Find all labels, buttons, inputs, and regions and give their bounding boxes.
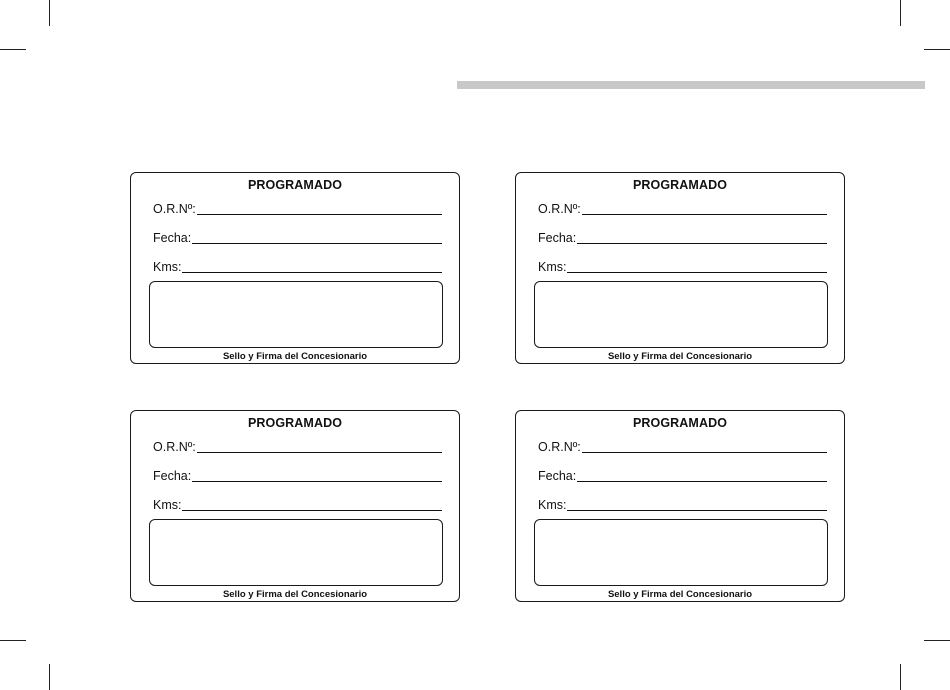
date-label: Fecha: xyxy=(538,469,577,483)
date-line xyxy=(577,481,827,482)
crop-mark-bottom-right-h xyxy=(924,640,950,641)
stamp-box[interactable] xyxy=(149,281,443,348)
kms-line xyxy=(182,510,442,511)
stamp-caption: Sello y Firma del Concesionario xyxy=(222,589,368,600)
kms-line xyxy=(567,272,827,273)
date-label: Fecha: xyxy=(538,231,577,245)
service-card xyxy=(130,172,460,364)
date-line xyxy=(577,243,827,244)
kms-field[interactable] xyxy=(538,258,827,274)
kms-field[interactable] xyxy=(538,496,827,512)
or-number-label: O.R.Nº: xyxy=(538,202,581,216)
date-label: Fecha: xyxy=(153,231,192,245)
date-line xyxy=(192,243,442,244)
stamp-caption: Sello y Firma del Concesionario xyxy=(607,351,753,362)
service-card xyxy=(515,410,845,602)
card-title: PROGRAMADO xyxy=(632,178,728,192)
date-field[interactable] xyxy=(153,229,442,245)
or-number-line xyxy=(197,214,442,215)
or-number-field[interactable] xyxy=(538,438,827,454)
kms-label: Kms: xyxy=(153,498,182,512)
header-bar xyxy=(457,81,925,89)
crop-mark-top-right-h xyxy=(924,49,950,50)
crop-mark-top-left xyxy=(49,0,50,26)
stamp-caption: Sello y Firma del Concesionario xyxy=(607,589,753,600)
date-line xyxy=(192,481,442,482)
stamp-caption: Sello y Firma del Concesionario xyxy=(222,351,368,362)
or-number-line xyxy=(197,452,442,453)
crop-mark-bottom-left xyxy=(49,664,50,690)
crop-mark-bottom-right xyxy=(900,664,901,690)
service-card xyxy=(515,172,845,364)
kms-field[interactable] xyxy=(153,258,442,274)
or-number-field[interactable] xyxy=(538,200,827,216)
crop-mark-bottom-left-h xyxy=(0,640,26,641)
date-field[interactable] xyxy=(153,467,442,483)
crop-mark-top-left-h xyxy=(0,49,26,50)
or-number-field[interactable] xyxy=(153,438,442,454)
card-title: PROGRAMADO xyxy=(247,178,343,192)
date-field[interactable] xyxy=(538,229,827,245)
crop-mark-top-right xyxy=(900,0,901,26)
or-number-label: O.R.Nº: xyxy=(153,440,196,454)
card-title: PROGRAMADO xyxy=(632,416,728,430)
kms-line xyxy=(567,510,827,511)
stamp-box[interactable] xyxy=(149,519,443,586)
kms-label: Kms: xyxy=(538,498,567,512)
or-number-line xyxy=(582,214,827,215)
date-label: Fecha: xyxy=(153,469,192,483)
stamp-box[interactable] xyxy=(534,281,828,348)
or-number-line xyxy=(582,452,827,453)
service-card xyxy=(130,410,460,602)
kms-label: Kms: xyxy=(538,260,567,274)
card-title: PROGRAMADO xyxy=(247,416,343,430)
or-number-label: O.R.Nº: xyxy=(153,202,196,216)
or-number-field[interactable] xyxy=(153,200,442,216)
date-field[interactable] xyxy=(538,467,827,483)
kms-label: Kms: xyxy=(153,260,182,274)
or-number-label: O.R.Nº: xyxy=(538,440,581,454)
stamp-box[interactable] xyxy=(534,519,828,586)
kms-line xyxy=(182,272,442,273)
kms-field[interactable] xyxy=(153,496,442,512)
